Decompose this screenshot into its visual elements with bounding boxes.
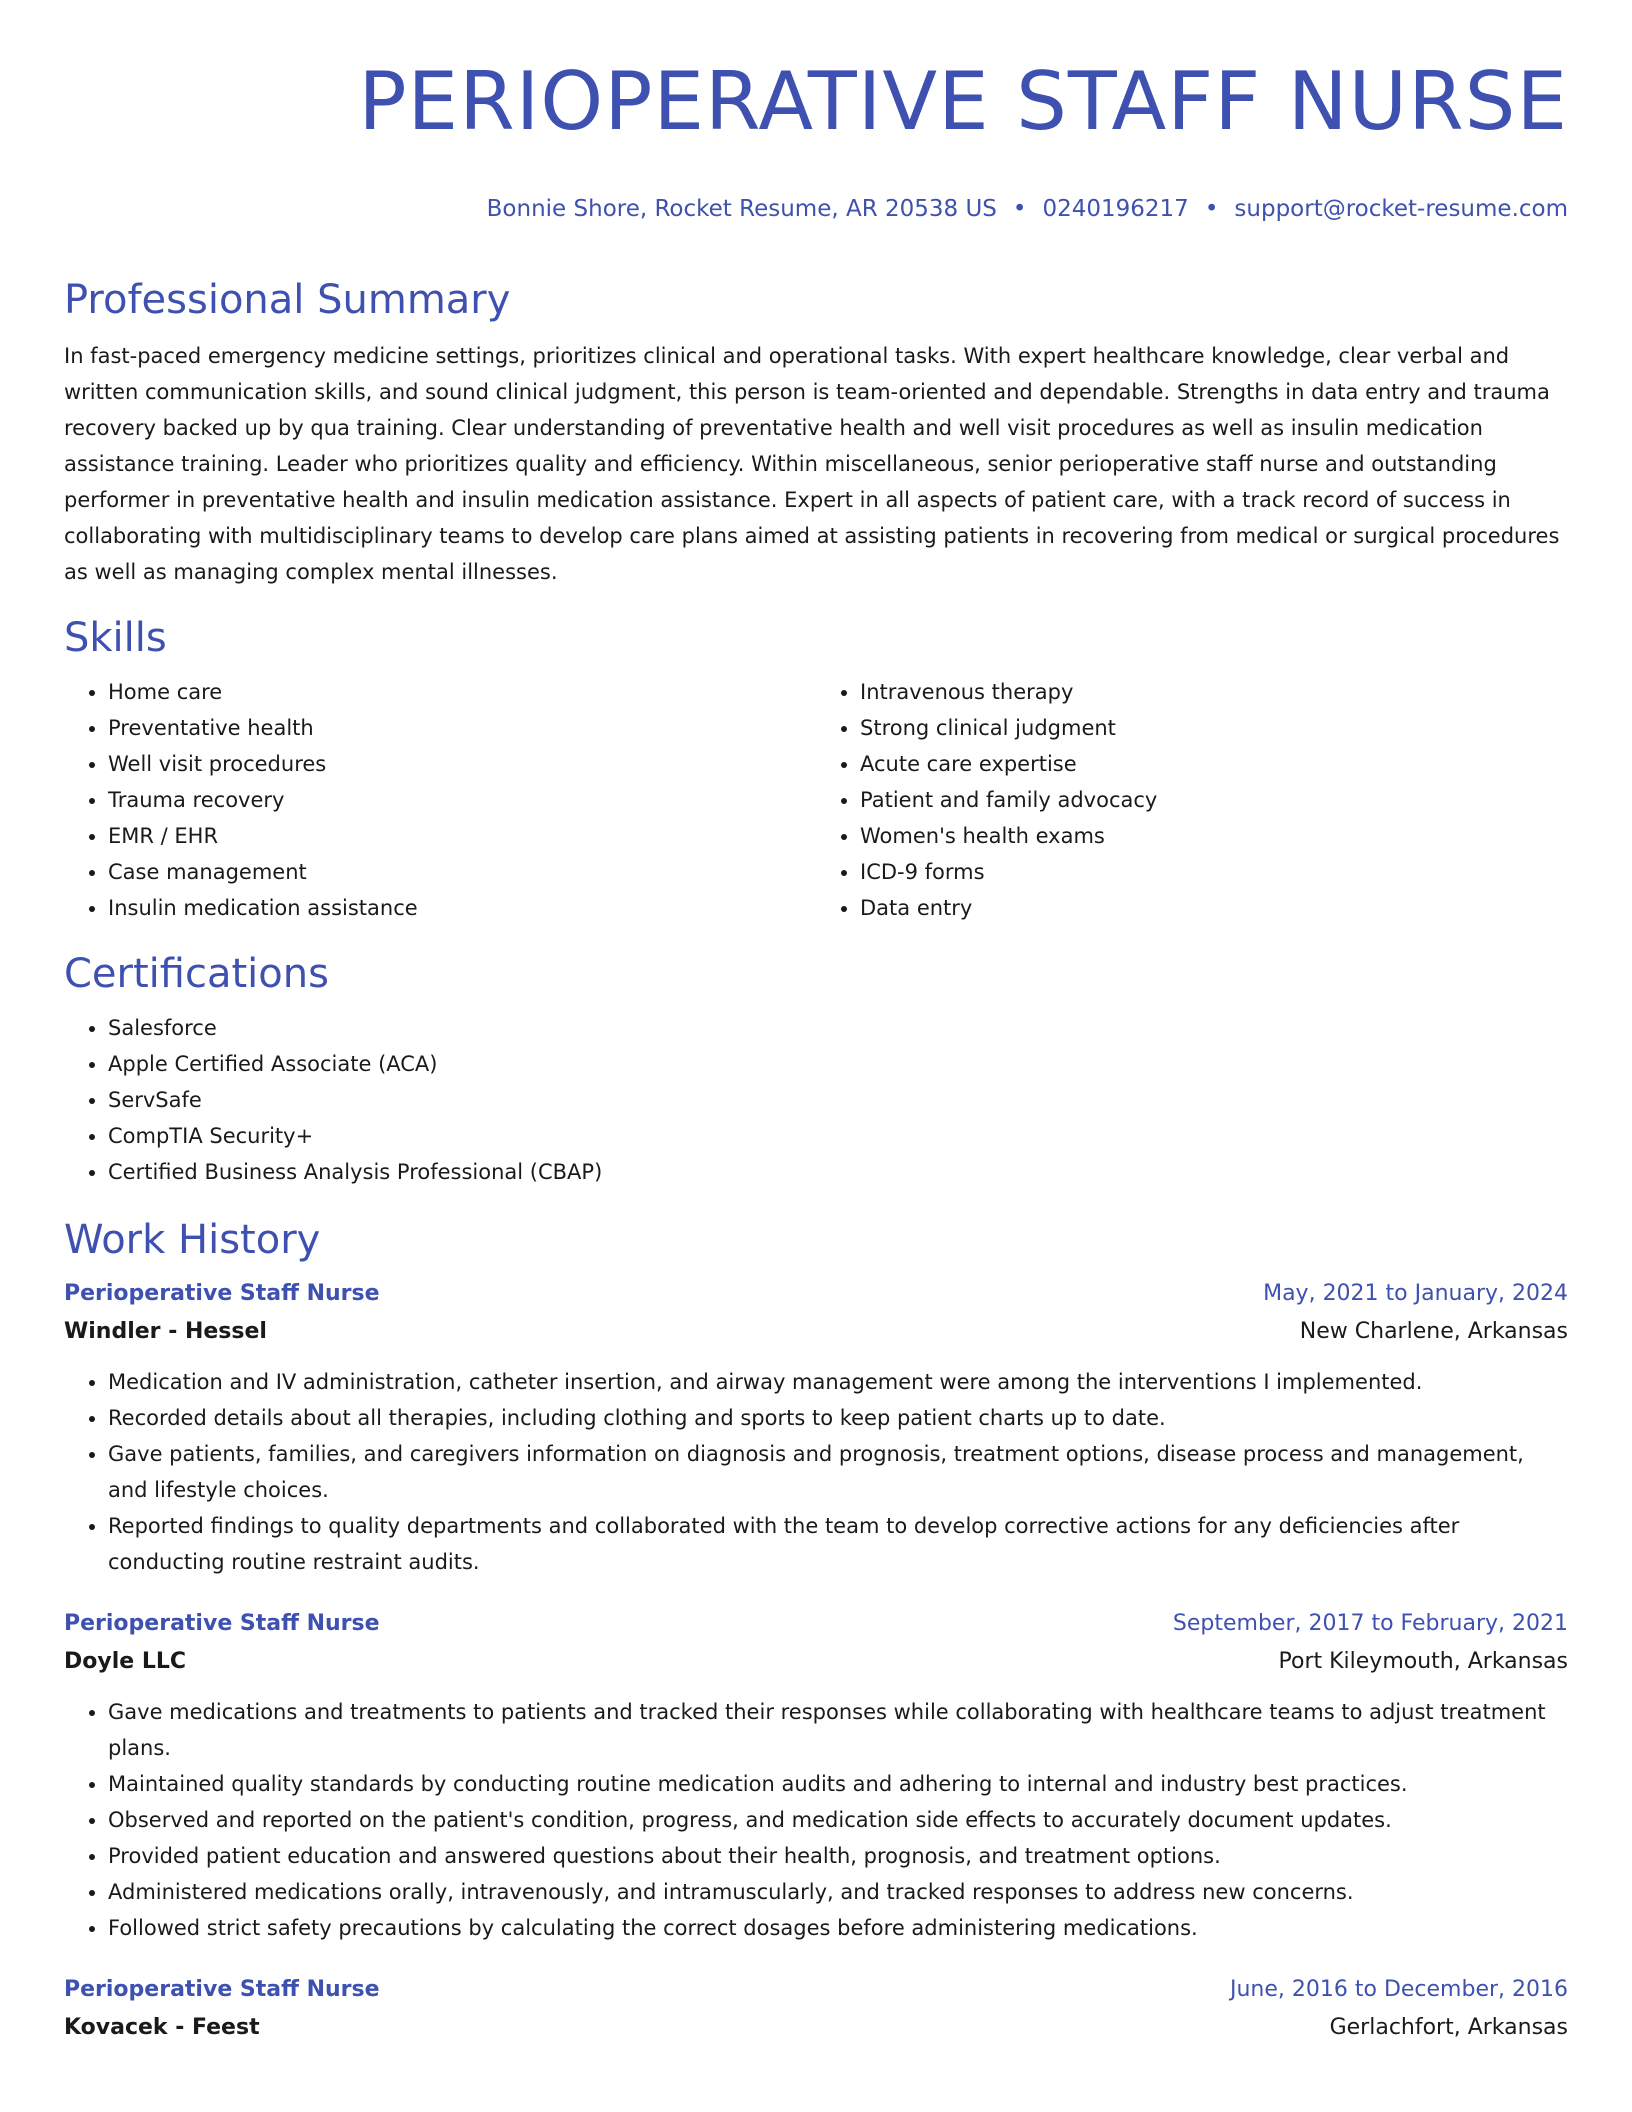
summary-heading: Professional Summary (64, 277, 511, 323)
skills-column-right (816, 674, 1568, 926)
job-location: Gerlachfort, Arkansas (1329, 2015, 1568, 2040)
job-company: Doyle LLC (64, 1649, 187, 1674)
job-location: New Charlene, Arkansas (1299, 1319, 1568, 1344)
skill-item: • Acute care expertise (860, 746, 1568, 782)
skill-item: • Data entry (860, 890, 1568, 926)
job-bullet: • Provided patient education and answered questions about their health, prognosis, and treatment options. (108, 1838, 1568, 1874)
job-header (64, 1276, 1568, 1312)
contact-separator: • (1204, 196, 1219, 222)
certification-item: • ServSafe (108, 1082, 1568, 1118)
contact-phone: 0240196217 (1042, 196, 1189, 222)
job-bullet: • Maintained quality standards by conducting routine medication audits and adhering to internal and industry best practices. (108, 1766, 1568, 1802)
job-title: Perioperative Staff Nurse (64, 1281, 380, 1306)
skill-item: • Insulin medication assistance (108, 890, 816, 926)
job-entry (64, 1276, 1568, 1580)
job-bullet: • Followed strict safety precautions by calculating the correct dosages before administering medications. (108, 1910, 1568, 1946)
job-subheader (64, 1312, 1568, 1352)
skills-column-left (64, 674, 816, 926)
work-history-heading: Work History (64, 1217, 321, 1263)
skill-item: • Case management (108, 854, 816, 890)
skill-item: • Intravenous therapy (860, 674, 1568, 710)
skill-item: • Trauma recovery (108, 782, 816, 818)
job-subheader (64, 2008, 1568, 2048)
job-dates: June, 2016 to December, 2016 (1229, 1977, 1568, 2002)
job-title: Perioperative Staff Nurse (64, 1611, 380, 1636)
skill-item: • Strong clinical judgment (860, 710, 1568, 746)
job-title: Perioperative Staff Nurse (64, 1977, 380, 2002)
job-location: Port Kileymouth, Arkansas (1278, 1649, 1568, 1674)
skill-item: • EMR / EHR (108, 818, 816, 854)
job-entry (64, 1972, 1568, 2048)
skill-item: • Home care (108, 674, 816, 710)
job-bullets (64, 1364, 1568, 1580)
job-bullet: • Medication and IV administration, catheter insertion, and airway management were among the interventions I implemented. (108, 1364, 1568, 1400)
job-bullet: • Gave patients, families, and caregivers information on diagnosis and prognosis, treatment options, disease process and management, and lifestyle choices. (108, 1436, 1568, 1508)
job-bullet: • Gave medications and treatments to patients and tracked their responses while collaborating with healthcare teams to adjust treatment plans. (108, 1694, 1568, 1766)
skills-heading: Skills (64, 615, 167, 661)
contact-line (64, 192, 1568, 226)
contact-email[interactable]: support@rocket-resume.com (1234, 196, 1568, 222)
job-company: Kovacek - Feest (64, 2015, 260, 2040)
skill-item: • ICD-9 forms (860, 854, 1568, 890)
job-subheader (64, 1642, 1568, 1682)
certifications-heading: Certifications (64, 951, 329, 997)
job-header (64, 1972, 1568, 2008)
job-dates: May, 2021 to January, 2024 (1263, 1281, 1568, 1306)
job-entry (64, 1606, 1568, 1946)
job-bullets (64, 1694, 1568, 1946)
skill-item: • Well visit procedures (108, 746, 816, 782)
skills-list (64, 674, 1568, 926)
job-company: Windler - Hessel (64, 1319, 267, 1344)
certifications-list (64, 1010, 1568, 1190)
certification-item: • Certified Business Analysis Professional (CBAP) (108, 1154, 1568, 1190)
skill-item: • Women's health exams (860, 818, 1568, 854)
contact-separator: • (1012, 196, 1027, 222)
skill-item: • Preventative health (108, 710, 816, 746)
certification-item: • Salesforce (108, 1010, 1568, 1046)
resume-title: PERIOPERATIVE STAFF NURSE (358, 55, 1568, 148)
job-bullet: • Administered medications orally, intravenously, and intramuscularly, and tracked responses to address new concerns. (108, 1874, 1568, 1910)
certification-item: • Apple Certified Associate (ACA) (108, 1046, 1568, 1082)
job-bullet: • Observed and reported on the patient's condition, progress, and medication side effects to accurately document updates. (108, 1802, 1568, 1838)
job-bullet: • Reported findings to quality departments and collaborated with the team to develop corrective actions for any deficiencies after conducting routine restraint audits. (108, 1508, 1568, 1580)
skill-item: • Patient and family advocacy (860, 782, 1568, 818)
job-header (64, 1606, 1568, 1642)
summary-text: In fast-paced emergency medicine settings, prioritizes clinical and operational tasks. With expert healthcare knowledge, clear verbal and written communication skills, and sound clinical judgment, this person is team-oriented and dependable. Strengths in data entry and trauma recovery backed up by qua training. Clear understanding of preventative health and well visit procedures as well as insulin medication assistance training. Leader who prioritizes quality and efficiency. Within miscellaneous, senior perioperative staff nurse and outstanding performer in preventative health and insulin medication assistance. Expert in all aspects of patient care, with a track record of success in collaborating with multidisciplinary teams to develop care plans aimed at assisting patients in recovering from medical or surgical procedures as well as managing complex mental illnesses. (64, 344, 1560, 584)
contact-address: Bonnie Shore, Rocket Resume, AR 20538 US (486, 196, 997, 222)
job-bullet: • Recorded details about all therapies, including clothing and sports to keep patient charts up to date. (108, 1400, 1568, 1436)
job-dates: September, 2017 to February, 2021 (1172, 1611, 1568, 1636)
certification-item: • CompTIA Security+ (108, 1118, 1568, 1154)
